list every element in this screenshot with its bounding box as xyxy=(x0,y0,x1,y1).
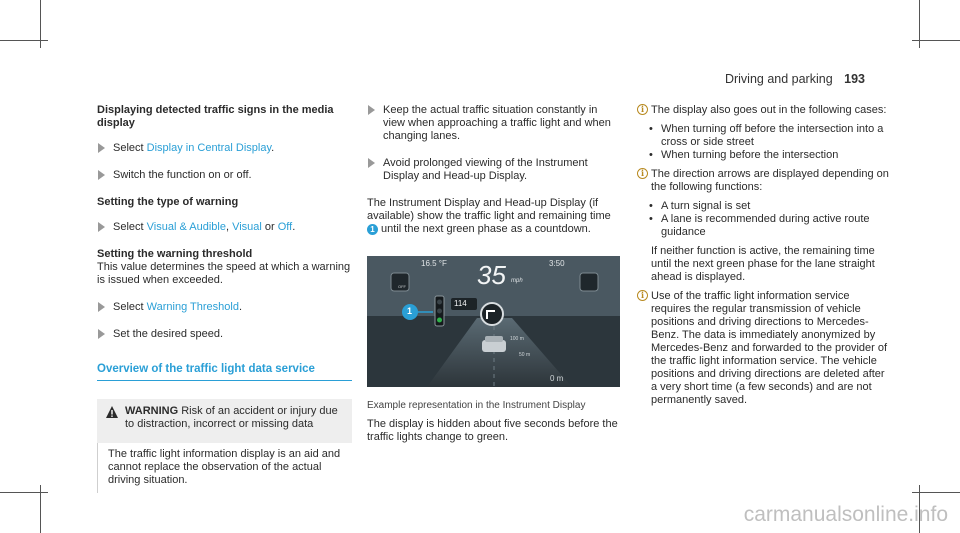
subheading: Setting the type of warning xyxy=(97,196,239,208)
menu-link-warning-threshold[interactable]: Warning Threshold xyxy=(146,301,239,313)
instruction-step: Avoid prolonged viewing of the Instrument Display and Head-up Display. xyxy=(367,157,622,183)
body-text: This value determines the speed at which a warning is issued when exceeded. xyxy=(97,261,351,286)
callout-1: 1 xyxy=(407,306,413,316)
info-note: i Use of the traffic light information service requires the regular transmission of vehicle positions and driving directions to Mercedes-Benz. The data is immediately anonymized by Mercedes-Benz and forwarded to the provider of the traffic light information service. The vehicle positions and driving directions are deleted after a very short time (a few seconds) and are not permanently saved. xyxy=(637,290,892,407)
info-icon: i xyxy=(637,104,648,115)
crop-mark xyxy=(912,40,960,41)
step-arrow-icon xyxy=(98,302,105,312)
column-2 xyxy=(367,104,622,250)
menu-link-visual[interactable]: Visual xyxy=(232,221,262,233)
step-arrow-icon xyxy=(98,222,105,232)
warning-body: The traffic light information display is an aid and cannot replace the observation of the actual driving situation. xyxy=(97,443,352,493)
step-arrow-icon xyxy=(368,105,375,115)
section-heading: Displaying detected traffic signs in the media display xyxy=(97,104,334,129)
instruction-step: Select Warning Threshold. xyxy=(97,301,352,314)
menu-link-visual-audible[interactable]: Visual & Audible xyxy=(146,221,226,233)
instrument-display-image xyxy=(367,256,620,387)
clock-readout: 3:50 xyxy=(549,259,565,268)
warning-box xyxy=(97,399,352,493)
instruction-step: Keep the actual traffic situation constantly in view when approaching a traffic light and when changing lanes. xyxy=(367,104,622,143)
callout-badge: 1 xyxy=(367,224,378,235)
menu-link-off[interactable]: Off xyxy=(277,221,293,233)
distance-100: 100 m xyxy=(510,336,524,342)
warning-text: Risk of an accident or injury due to distraction, incorrect or missing data xyxy=(125,405,338,430)
distance-50: 50 m xyxy=(519,352,531,358)
instruction-step: Select Display in Central Display. xyxy=(97,142,352,155)
section-title: Driving and parking xyxy=(724,72,833,86)
bullet-item: • A lane is recommended during active route guidance xyxy=(637,213,892,239)
speed-unit: mph xyxy=(511,278,523,284)
body-text: If neither function is active, the remaining time until the next green phase for the lane straight ahead is displayed. xyxy=(651,245,875,283)
page-number: 193 xyxy=(844,72,865,86)
column-1 xyxy=(97,104,352,493)
crop-mark xyxy=(912,492,960,493)
distance-0: 0 m xyxy=(550,374,564,383)
bullet-item: • A turn signal is set xyxy=(637,200,892,213)
warning-label: WARNING xyxy=(125,405,179,417)
crop-mark xyxy=(0,40,48,41)
off-label: OFF xyxy=(398,284,406,289)
info-icon: i xyxy=(637,168,648,179)
step-arrow-icon xyxy=(98,329,105,339)
overview-heading: Overview of the traffic light data service xyxy=(97,363,352,381)
instruction-step: Select Visual & Audible, Visual or Off. xyxy=(97,221,352,234)
page-header xyxy=(725,72,865,86)
info-note: i The display also goes out in the following cases: xyxy=(637,104,892,117)
watermark: carmanualsonline.info xyxy=(743,503,948,526)
speed-readout: 35 xyxy=(477,260,506,290)
warning-header xyxy=(97,399,352,443)
body-text: The display is hidden about five seconds before the traffic lights change to green. xyxy=(367,418,618,443)
column-3 xyxy=(637,104,892,413)
warning-triangle-icon xyxy=(105,405,119,419)
menu-link-display-central[interactable]: Display in Central Display xyxy=(146,142,272,154)
image-caption: Example representation in the Instrument Display xyxy=(367,400,586,411)
info-note: i The direction arrows are displayed depending on the following functions: xyxy=(637,168,892,194)
body-text: The Instrument Display and Head-up Display (if available) show the traffic light and remaining time 1 until the next green phase as a countdown. xyxy=(367,197,611,235)
temperature-readout: 16.5 °F xyxy=(421,259,447,268)
step-arrow-icon xyxy=(98,143,105,153)
bullet-item: • When turning off before the intersection into a cross or side street xyxy=(637,123,892,149)
subheading: Setting the warning threshold xyxy=(97,248,253,260)
step-arrow-icon xyxy=(98,170,105,180)
crop-mark xyxy=(0,492,48,493)
countdown-readout: 114 xyxy=(454,299,467,308)
bullet-item: • When turning before the intersection xyxy=(637,149,892,162)
instruction-step: Switch the function on or off. xyxy=(97,169,352,182)
info-icon: i xyxy=(637,290,648,301)
instruction-step: Set the desired speed. xyxy=(97,328,352,341)
step-arrow-icon xyxy=(368,158,375,168)
